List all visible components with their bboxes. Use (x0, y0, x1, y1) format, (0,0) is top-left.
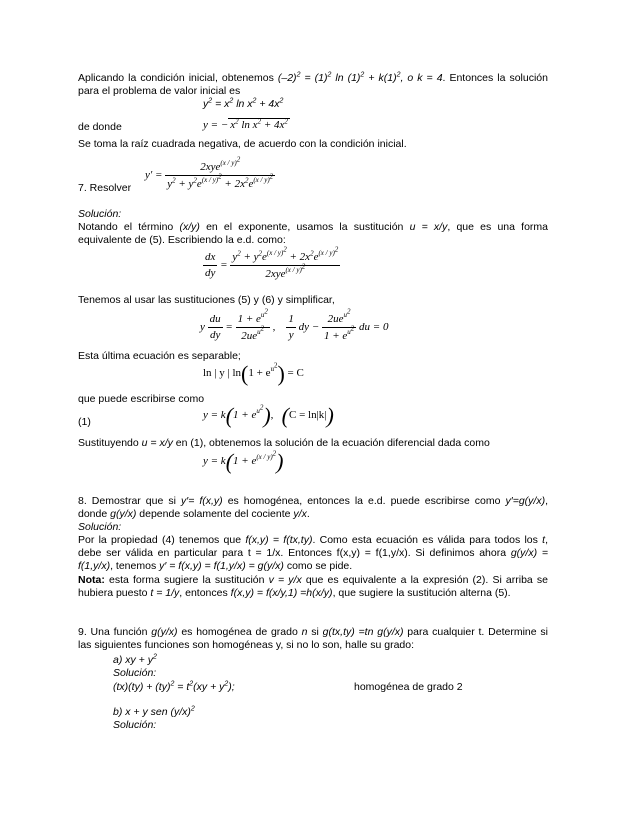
equation-dx-dy: $\frac{dx}{dy}$ = $\frac{y^2 + y^2e^{(x / y)^2} + 2x^2e^{(x / y)^2}}{2xye^{(x / y)^2}}$ (205, 246, 339, 280)
solution-label: Solución: (78, 208, 122, 220)
paragraph-initial-condition (78, 72, 548, 98)
equation-separable: y $\frac{du}{dy}$ = $\frac{1 + e^{u^2}}{2ue^{u^2}}$ , $\frac{1}{y}$ dy − $\frac{2ue^{u^2}}{1 + e^{u^2}}$ du = 0 (200, 308, 389, 342)
solution-label: Solución: (113, 719, 157, 731)
text-sustituciones: Tenemos al usar las sustituciones (5) y (6) y simplificar, (78, 294, 335, 306)
text-raiz-negativa: Se toma la raíz cuadrada negativa, de acuerdo con la condición inicial. (78, 138, 407, 150)
problem-8: 8. Demostrar que si y′= f(x,y) es homogénea, entonces la e.d. puede escribirse como y′=g(y/x), donde g(y/x) depende solamente del cociente y/x. (78, 495, 548, 520)
paragraph-substitution: Notando el término (x/y) en el exponente, usamos la sustitución u = x/y, que es una forma equivalente de (5). Escribiendo la e.d. como: (78, 221, 548, 246)
fraction-dxdy: $\frac{dx}{dy}$ (205, 250, 216, 279)
text: Aplicando la condición inicial, obtenemos (78, 72, 278, 84)
solution-label: Solución: (78, 521, 122, 533)
text-separable: Esta última ecuación es separable; (78, 350, 241, 362)
solution-label: Solución: (113, 667, 157, 679)
problem-9: 9. Una función g(y/x) es homogénea de grado n si g(tx,ty) =tn g(y/x) para cualquier t. Determine si las siguientes funciones son homogéneas y, si no lo son, halle su grado: (78, 626, 548, 651)
item-a-work: $(tx)(ty) + (ty)^2 = t^2(xy + y^2)$; (113, 680, 235, 693)
text-de-donde: de donde (78, 121, 122, 133)
fraction: $\frac{y^2 + y^2e^{(x / y)^2} + 2x^2e^{(x / y)^2}}{2xye^{(x / y)^2}}$ (232, 246, 339, 280)
paragraph-nota: Nota: esta forma sugiere la sustitución v = y/x que es equivalente a la expresión (2). Si arriba se hubiera puesto t = 1/y, entonces f(x,y) = f(x/y,1) =h(x/y), que sugiere la sustitución alterna (5). (78, 574, 548, 599)
equation-ln: ln | y | $\ln(1 + e^{u^2}) = C$ (203, 360, 304, 386)
paragraph-propiedad: Por la propiedad (4) tenemos que f(x,y) = f(tx,ty). Como esta ecuación es válida para todos los t, debe ser válida en particular para t = 1/x. Entonces f(x,y) = f(1,y/x). Si definimos ahora g(y/x) = f(1,y/x), tenemos y′ = f(x,y) = f(1,y/x) = g(y/x) como se pide. (78, 534, 548, 572)
problem-7-label: 7. Resolver (78, 182, 132, 194)
item-b: b) x + y sen $(y/x)^2$ (113, 705, 195, 718)
text-sustituyendo: Sustituyendo u = x/y en (1), obtenemos la solución de la ecuación diferencial dada como (78, 437, 490, 449)
fraction: $\frac{2xye^{(x / y)^2}}{y^2 + y^2e^{(x / y)^2} + 2x^2e^{(x / y)^2}}$ (167, 156, 274, 190)
equation-solution: $y = k(1 + e^{(x / y)^2})$ (203, 448, 284, 474)
equation-y-root: y = − $x^2$ $\ln x^2 + 4x^2$ (203, 117, 288, 131)
item-a-result: homogénea de grado 2 (354, 681, 463, 693)
equation-number-1: (1) (78, 416, 91, 428)
item-a: a) xy + $y^2$ (113, 653, 157, 666)
equation-1: $y = k(1 + e^{u^2})$, (C = ln|k|) (203, 402, 334, 428)
sqrt: $x^2$ $\ln x^2 + 4x^2$ (230, 117, 288, 131)
math: $(-2)^2 = (1)^2$ $\ln (1)^2 + k(1)^2$, o k = 4 (277, 71, 443, 84)
equation-problem-7: y′ = $\frac{2xye^{(x / y)^2}}{y^2 + y^2e^{(x / y)^2} + 2x^2e^{(x / y)^2}}$ (145, 156, 274, 190)
equation-y-squared: $y^2 = x^2$ $\ln x^2 + 4x^2$ (203, 97, 284, 110)
text: . Entonces la solución para el problema de valor inicial es (78, 72, 548, 97)
text-escribirse: que puede escribirse como (78, 393, 205, 405)
